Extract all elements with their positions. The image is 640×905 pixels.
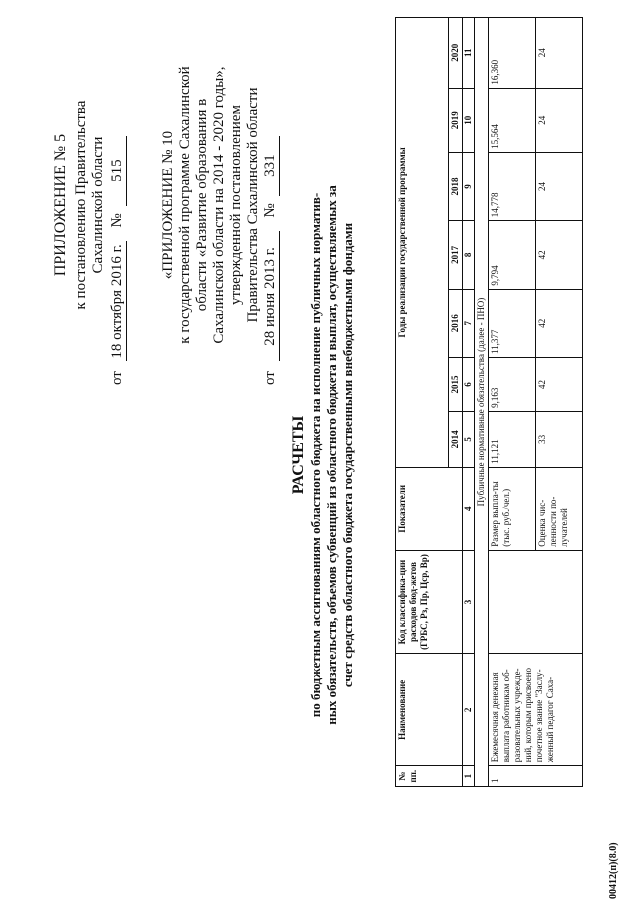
value-cell: 11,121 [489,411,536,467]
page-title: РАСЧЕТЫ [290,415,307,495]
col-number: 4 [463,467,475,550]
col-number: 11 [463,18,475,89]
year-header: 2019 [449,88,463,152]
row-name: Ежемесячная денежная выплата работникам об-разовательных учрежде-ний, которым присвоено почетное звание "Заслу-женный педагог Саха- [489,654,583,766]
appendix-ref-line3: Сахалинской области на 2014 - 2020 годы», [211,66,227,344]
appendix-ref-date-line [262,25,280,385]
number-label: № [109,213,125,228]
col-number: 7 [463,289,475,357]
value-cell: 42 [536,357,583,411]
value-cell: 16,360 [489,18,536,89]
indicator-label: Размер выпла-ты (тыс. руб./чел.) [489,467,536,550]
ref-from-label: от [262,371,278,385]
table-header-row [396,18,449,787]
value-cell: 42 [536,289,583,357]
col-header-indicator: Показатели [396,467,463,550]
year-header: 2020 [449,18,463,89]
col-header-num: № пп. [396,766,463,787]
subtitle-line1: по бюджетным ассигнованиям областного бюджета на исполнение публичных норматив- [308,192,323,718]
subtitle-line2: ных обязательств, объемов субвенций из областного бюджета и выплат, осуществляемых за [324,185,339,725]
page-subtitle [308,65,356,845]
row-code [489,550,583,654]
table-column-numbers-row [463,18,475,787]
col-number: 2 [463,654,475,766]
section-label: Публичные нормативные обязательства (далее - ПНО) [475,18,489,787]
appendix-title: ПРИЛОЖЕНИЕ № 5 [52,133,69,277]
calculation-table [395,17,583,787]
appendix-decree: к постановлению Правительства [73,100,89,310]
value-cell: 9,163 [489,357,536,411]
value-cell: 33 [536,411,583,467]
value-cell: 24 [536,18,583,89]
col-header-code: Код классифика-ции расходов бюд-жетов (ГРБС, Рз, Пр, Цср, Вр) [396,550,463,654]
heading-block [290,65,356,845]
col-number: 10 [463,88,475,152]
decree-date: 18 октября 2016 г. [109,241,127,361]
appendix-ref-line1: к государственной программе Сахалинской [177,66,193,344]
year-header: 2017 [449,221,463,289]
appendix-ref-line2: области «Развитие образования в [194,98,210,312]
year-header: 2016 [449,289,463,357]
value-cell: 9,794 [489,221,536,289]
value-cell: 15,564 [489,88,536,152]
col-number: 3 [463,550,475,654]
year-header: 2015 [449,357,463,411]
value-cell: 42 [536,221,583,289]
appendix-ref-block [160,25,280,385]
appendix-ref-title: «ПРИЛОЖЕНИЕ № 10 [160,130,176,280]
col-header-name: Наименование [396,654,463,766]
decree-number: 515 [109,136,127,206]
col-header-years-group: Годы реализации государственной программы [396,18,449,468]
ref-number: 331 [262,136,280,196]
indicator-label: Оценка чис-ленности по-лучателей [536,467,583,550]
table-row [489,18,536,787]
col-number: 6 [463,357,475,411]
value-cell: 24 [536,88,583,152]
value-cell: 11,377 [489,289,536,357]
appendix-date-line [109,25,127,385]
col-number: 8 [463,221,475,289]
appendix-block [52,25,127,385]
year-header: 2014 [449,411,463,467]
appendix-ref-line4: утвержденной постановлением [228,105,244,305]
appendix-region: Сахалинской области [90,136,106,274]
table-section-row [475,18,489,787]
col-number: 1 [463,766,475,787]
subtitle-line3: счет средств областного бюджета государственными внебюджетными фондами [340,222,355,688]
row-num: 1 [489,766,583,787]
appendix-ref-line5: Правительства Сахалинской области [245,87,261,323]
year-header: 2018 [449,152,463,220]
value-cell: 14,778 [489,152,536,220]
col-number: 9 [463,152,475,220]
col-number: 5 [463,411,475,467]
ref-number-label: № [262,203,278,218]
from-label: от [109,371,125,385]
value-cell: 24 [536,152,583,220]
ref-date: 28 июня 2013 г. [262,231,280,361]
document-code: 00412(п)(8.0) [608,842,619,899]
